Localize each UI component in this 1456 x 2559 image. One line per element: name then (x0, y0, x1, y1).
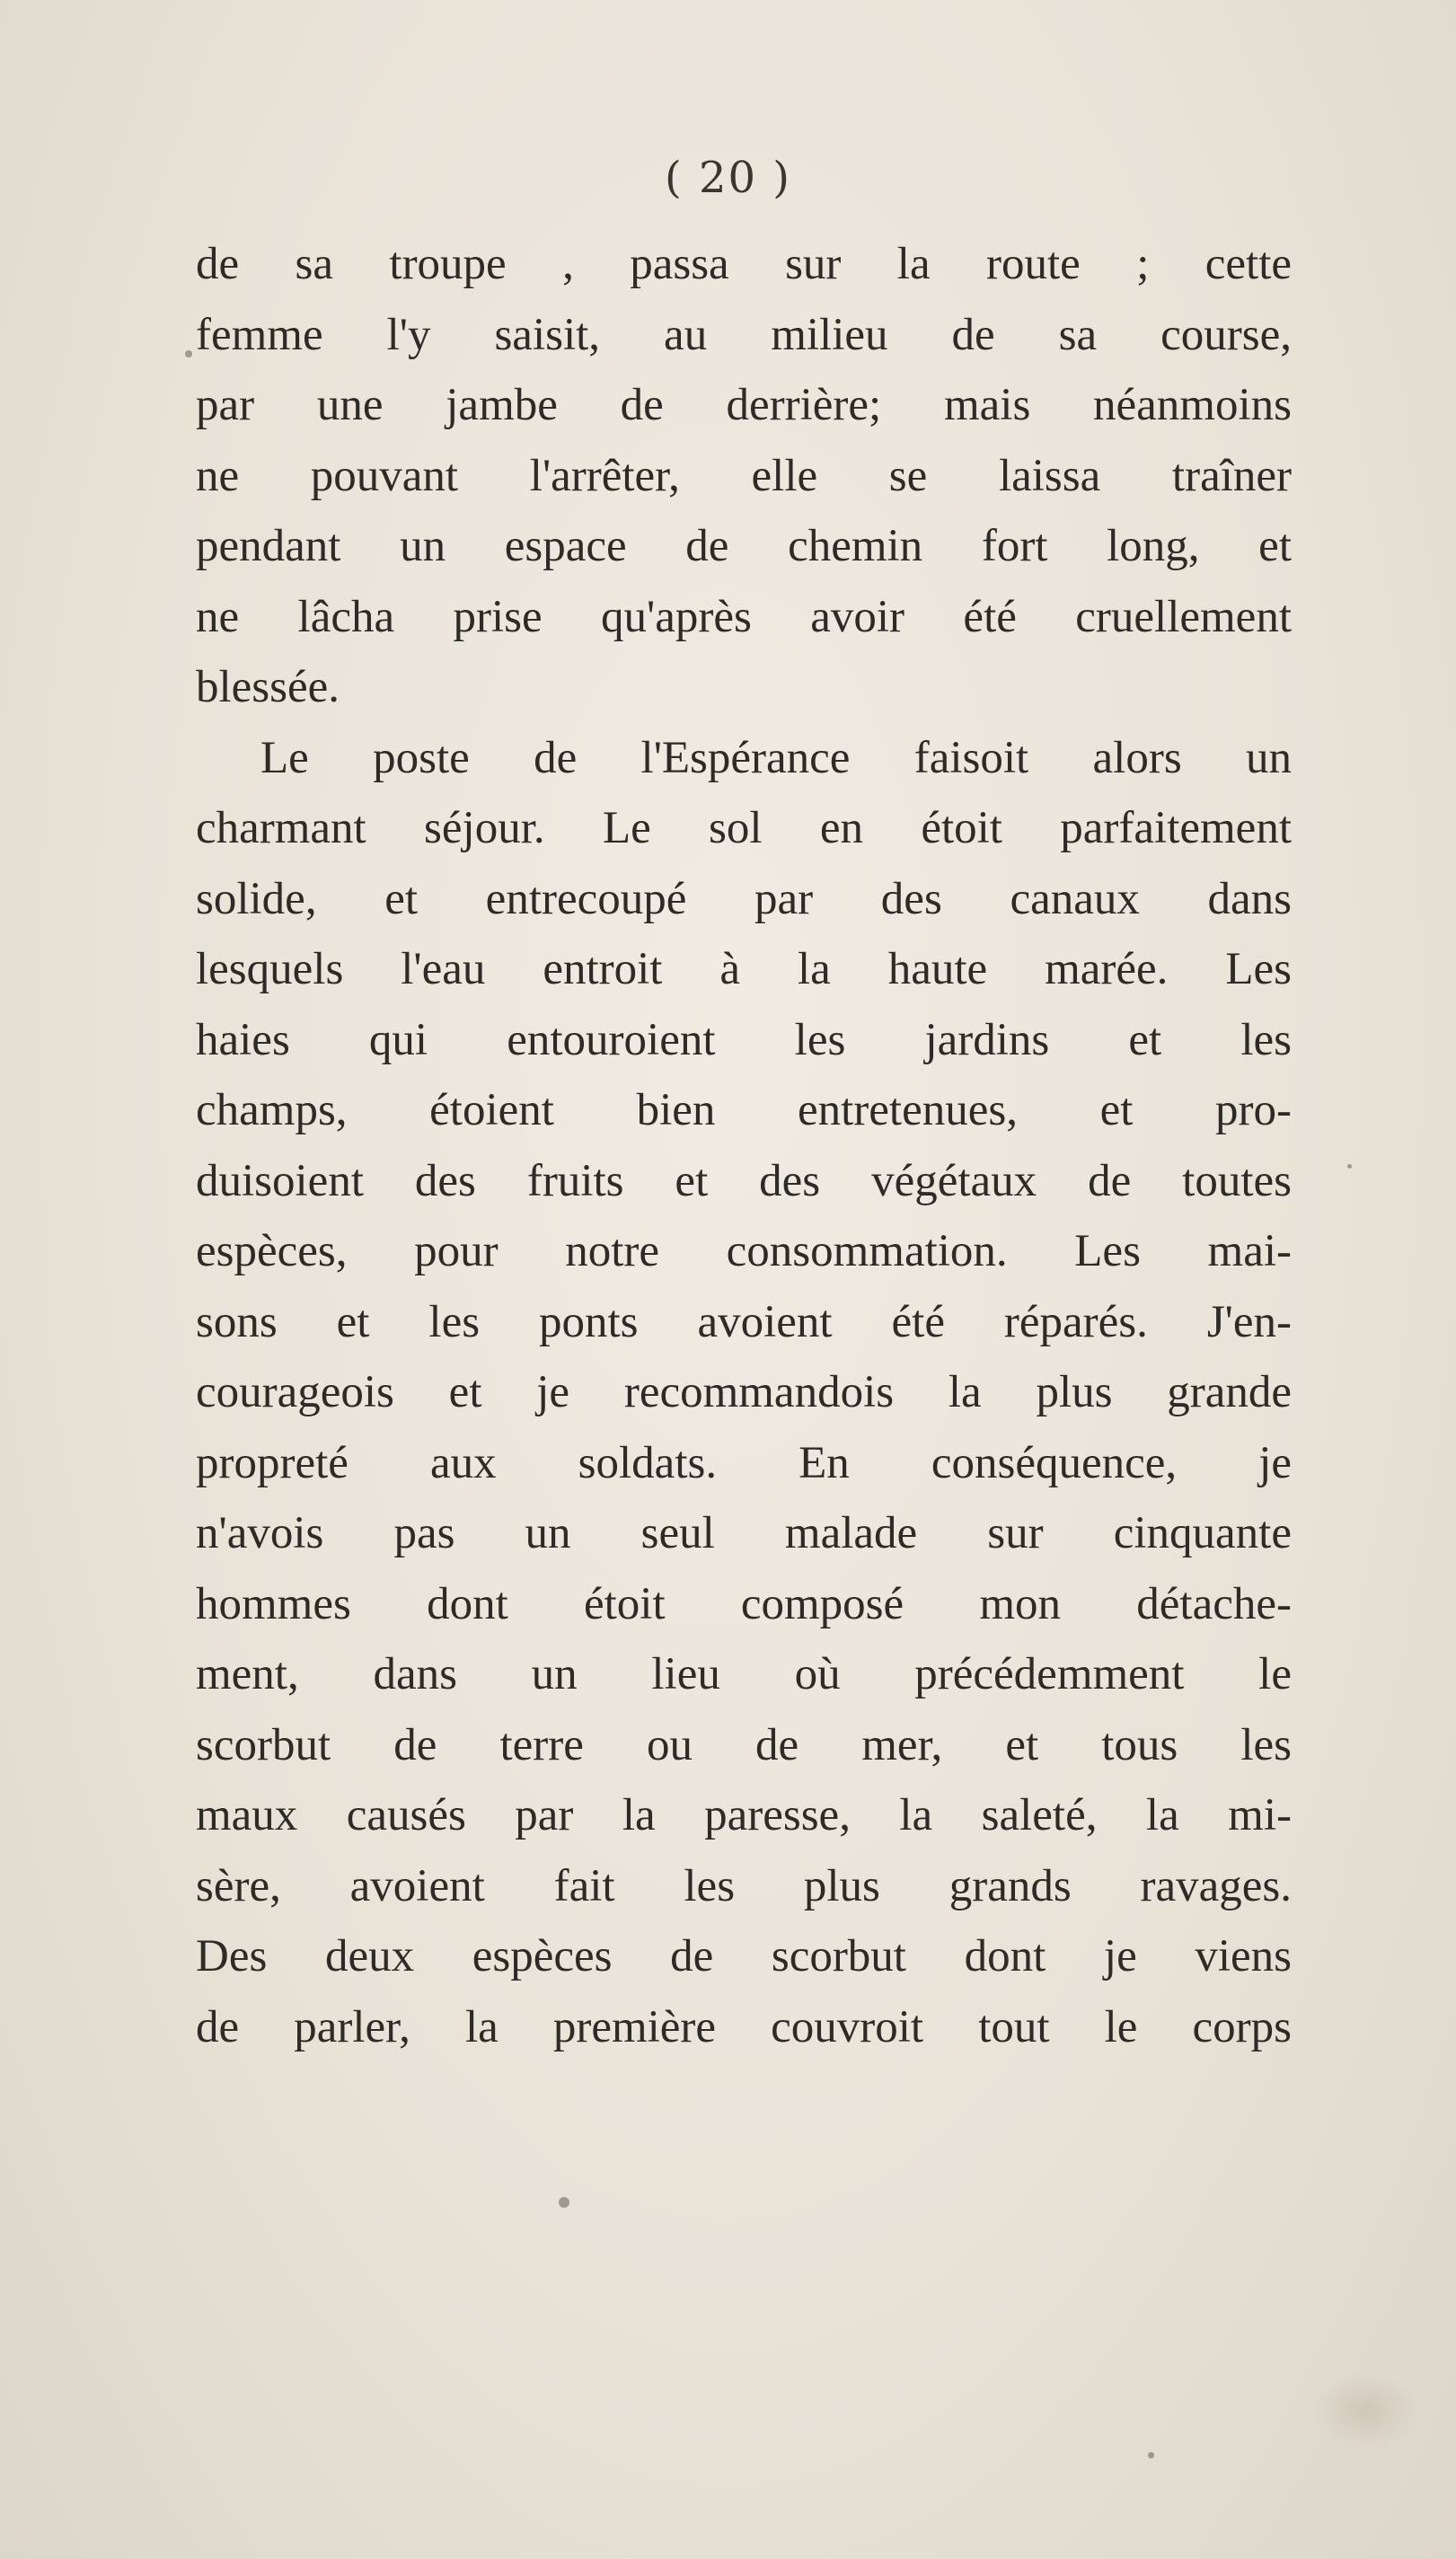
text-line: solide, et entrecoupé par des canaux dans (196, 873, 1292, 924)
paragraph-start-line: Le poste de l'Espérance faisoit alors un (260, 732, 1292, 783)
page-number: ( 20 ) (664, 153, 792, 203)
text-line: espèces, pour notre consommation. Les mai- (196, 1226, 1292, 1276)
text-line: n'avois pas un seul malade sur cinquante (196, 1508, 1292, 1558)
text-line: courageois et je recommandois la plus grande (196, 1367, 1292, 1417)
text-line: maux causés par la paresse, la saleté, la mi- (196, 1790, 1292, 1840)
text-line: champs, étoient bien entretenues, et pro- (196, 1085, 1292, 1135)
text-line: blessée. (196, 662, 340, 712)
paper-stain (1312, 2370, 1420, 2451)
text-line: hommes dont étoit composé mon détache- (196, 1578, 1292, 1629)
ink-speck (1148, 2452, 1154, 2458)
text-line: sère, avoient fait les plus grands ravages. (196, 1860, 1292, 1911)
text-line: de sa troupe , passa sur la route ; cette (196, 239, 1292, 289)
body-text (196, 229, 1292, 2062)
text-line: haies qui entouroient les jardins et les (196, 1014, 1292, 1065)
text-line: sons et les ponts avoient été réparés. J'en- (196, 1296, 1292, 1347)
ink-speck (185, 350, 192, 357)
text-line: charmant séjour. Le sol en étoit parfaitement (196, 803, 1292, 853)
text-line: lesquels l'eau entroit à la haute marée. Les (196, 944, 1292, 994)
text-line: scorbut de terre ou de mer, et tous les (196, 1719, 1292, 1770)
ink-speck (1347, 1164, 1352, 1169)
text-line: Des deux espèces de scorbut dont je viens (196, 1931, 1292, 1981)
ink-speck (559, 2197, 569, 2208)
text-line: ment, dans un lieu où précédemment le (196, 1649, 1292, 1699)
text-line: pendant un espace de chemin fort long, et (196, 521, 1292, 571)
text-line: propreté aux soldats. En conséquence, je (196, 1437, 1292, 1488)
text-line: duisoient des fruits et des végétaux de toutes (196, 1155, 1292, 1206)
text-line: ne lâcha prise qu'après avoir été cruellement (196, 591, 1292, 642)
text-line: par une jambe de derrière; mais néanmoins (196, 380, 1292, 430)
text-line: ne pouvant l'arrêter, elle se laissa traîner (196, 450, 1292, 501)
text-line: de parler, la première couvroit tout le corps (196, 2001, 1292, 2052)
text-line: femme l'y saisit, au milieu de sa course, (196, 309, 1292, 360)
